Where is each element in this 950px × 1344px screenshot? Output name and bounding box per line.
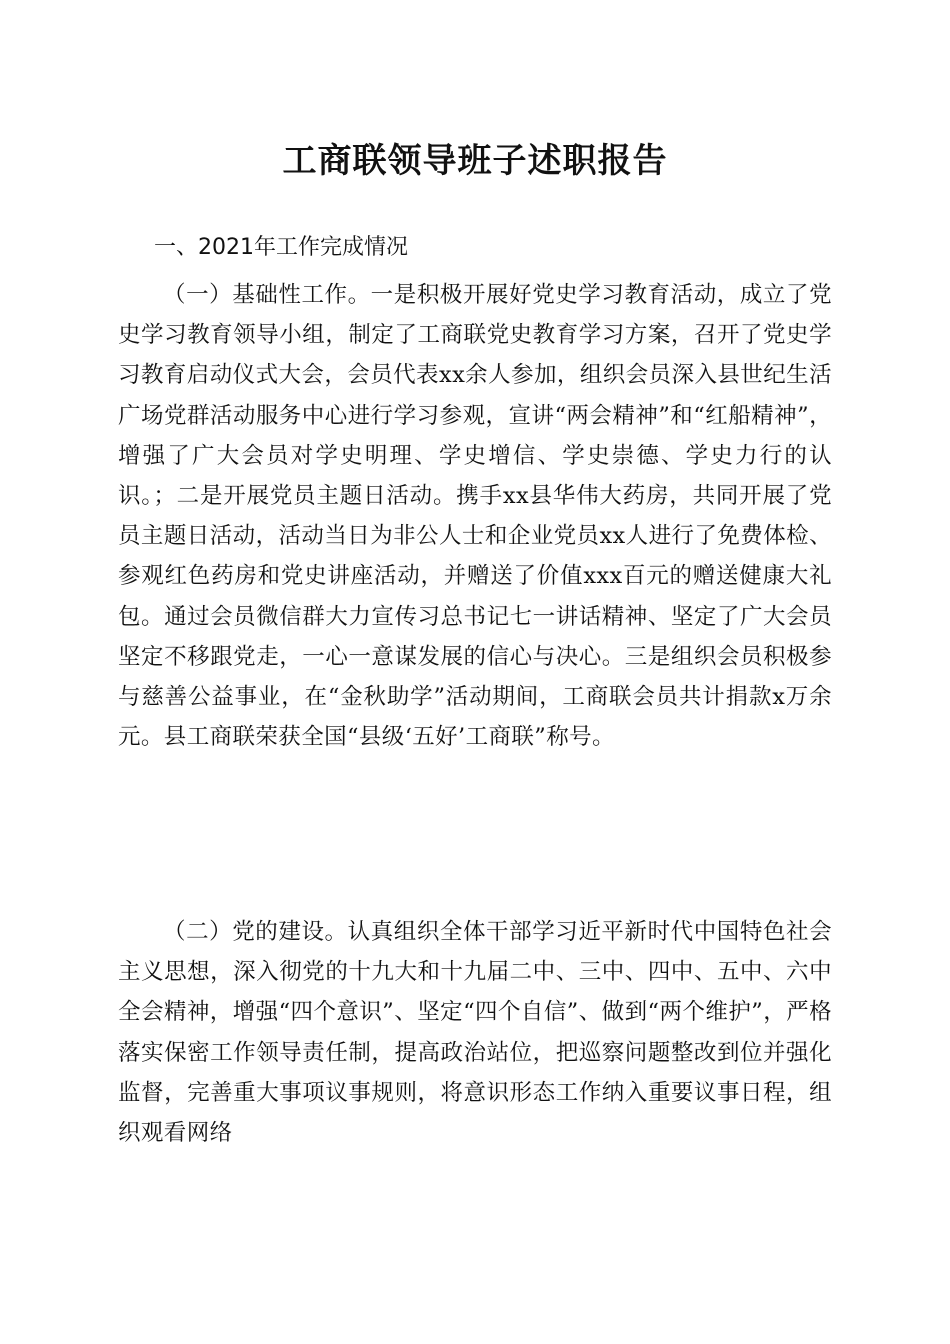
- paragraph-lead: （二）党的建设。: [163, 919, 348, 945]
- paragraph-basic-work: [118, 275, 832, 757]
- paragraph-party-building: [118, 912, 832, 1153]
- paragraph-text: 认真组织全体干部学习近平新时代中国特色社会主义思想，深入彻党的十九大和十九届二中、三中、四中、五中、六中全会精神，增强“四个意识”、坚定“四个自信”、做到“两个维护”，严格落实保密工作领导责任制，提高政治站位，把巡察问题整改到位并强化监督，完善重大事项议事规则，将意识形态工作纳入重要议事日程，组织观看网络: [118, 919, 833, 1147]
- paragraph-text: 一是积极开展好党史学习教育活动，成立了党史学习教育领导小组，制定了工商联党史教育学习方案，召开了党史学习教育启动仪式大会，会员代表xx余人参加，组织会员深入县世纪生活广场党群活动服务中心进行学习参观，宣讲“两会精神”和“红船精神”，增强了广大会员对学史明理、学史增信、学史崇德、学史力行的认识。；二是开展党员主题日活动。携手xx县华伟大药房，共同开展了党员主题日活动，活动当日为非公人士和企业党员xx人进行了免费体检、参观红色药房和党史讲座活动，并赠送了价值xxx百元的赠送健康大礼包。通过会员微信群大力宣传习总书记七一讲话精神、坚定了广大会员坚定不移跟党走，一心一意谋发展的信心与决心。三是组织会员积极参与慈善公益事业，在“金秋助学”活动期间，工商联会员共计捐款x万余元。县工商联荣获全国“县级‘五好’工商联”称号。: [118, 282, 832, 751]
- paragraph-lead: （一）基础性工作。: [163, 282, 371, 308]
- section-heading: 一、2021年工作完成情况: [154, 235, 408, 260]
- document-title: 工商联领导班子述职报告: [282, 141, 668, 181]
